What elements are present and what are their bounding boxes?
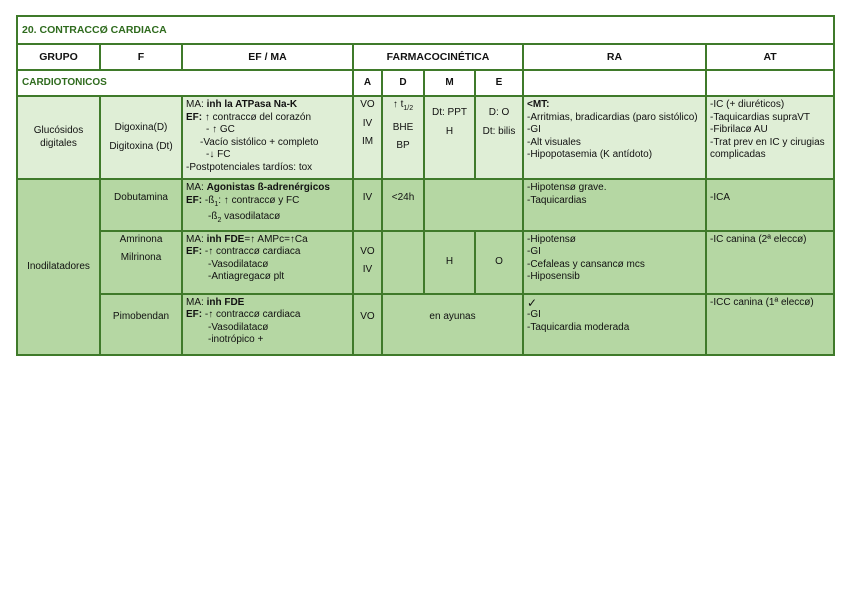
at-line: -ICC canina (1ª eleccø) — [710, 296, 814, 308]
ef-line — [186, 309, 349, 322]
ma-mechanism: Agonistas ß-adrenérgicos — [206, 182, 330, 193]
ef-text: -ß — [204, 194, 215, 206]
section-label: CARDIOTONICOS — [17, 70, 353, 96]
cell-ef-ma — [182, 96, 353, 179]
ef-line: -inotrópico + — [208, 334, 264, 345]
ma-text: =↑ AMPc=↑Ca — [244, 233, 308, 245]
cell-farmaco — [100, 96, 182, 179]
fasting-note: en ayunas — [429, 310, 476, 322]
cell-grupo — [17, 96, 100, 179]
header-at: AT — [706, 44, 834, 70]
header-farmacocinetica: FARMACOCINÉTICA — [353, 44, 523, 70]
ma-prefix: MA: — [186, 182, 207, 193]
cell-a — [353, 294, 382, 355]
cell-at — [706, 179, 834, 231]
ra-line: -Alt visuales — [527, 136, 581, 148]
ef-line: -Postpotenciales tardíos: tox — [186, 161, 313, 173]
ef-line — [186, 112, 349, 125]
route: IM — [361, 136, 374, 147]
title-row — [17, 16, 834, 44]
distribution: BHE — [392, 121, 414, 133]
cell-a — [353, 231, 382, 294]
section-row — [17, 70, 834, 96]
cell-e — [475, 96, 523, 179]
subheader-d: D — [382, 70, 424, 96]
ef-label: EF: — [186, 246, 205, 257]
ra-line: -Cefaleas y cansancø mcs — [527, 258, 645, 270]
drug-name: Milrinona — [120, 252, 162, 263]
ef-label: EF: — [186, 194, 205, 206]
at-line: -ICA — [710, 192, 730, 203]
half-life-sub: 1/2 — [403, 105, 414, 112]
ef-sub: 2 — [217, 217, 222, 224]
at-line: -Trat prev en IC y cirugias complicadas — [710, 136, 825, 160]
ef-line: -Vasodilatacø — [208, 321, 269, 333]
cell-e — [475, 231, 523, 294]
ef-label: EF: — [186, 309, 205, 320]
ra-line: -Hipopotasemia (K antídoto) — [527, 149, 653, 160]
route: VO — [360, 310, 375, 322]
cell-ef-ma — [182, 294, 353, 355]
drug-name: Digoxina(D) — [114, 122, 168, 133]
ra-line: -GI — [527, 124, 541, 135]
excretion: D: O — [488, 107, 510, 118]
at-line: -IC (+ diuréticos) — [710, 99, 785, 110]
half-life: ↑ t — [392, 99, 404, 110]
ma-line — [186, 99, 349, 112]
ef-label: EF: — [186, 111, 205, 123]
drug-name: Digitoxina (Dt) — [109, 140, 173, 152]
drug-name: Pimobendan — [112, 310, 170, 322]
ma-mechanism: inh FDE — [206, 233, 245, 245]
cell-at — [706, 96, 834, 179]
ef-sub: 1 — [214, 200, 219, 208]
cell-ra — [523, 231, 706, 294]
ef-line — [186, 195, 349, 212]
section-ra-empty — [523, 70, 706, 96]
grupo-label: Glucósidos digitales — [33, 125, 84, 149]
route: VO — [360, 245, 375, 257]
ef-line: -Vasodilatacø — [208, 258, 269, 270]
excretion: O — [495, 255, 503, 267]
cell-m-e-empty — [424, 179, 523, 231]
section-at-empty — [706, 70, 834, 96]
ef-line: -Vacío sistólico + completo — [200, 136, 319, 148]
route: IV — [362, 117, 373, 129]
header-grupo: GRUPO — [17, 44, 100, 70]
cell-farmaco — [100, 231, 182, 294]
ra-line: -GI — [527, 309, 541, 320]
cell-ra — [523, 179, 706, 231]
ef-line: -↓ FC — [206, 149, 231, 160]
ra-line: -Hiposensib — [527, 271, 580, 282]
cell-d — [382, 179, 424, 231]
ma-prefix: MA: — [186, 99, 207, 110]
route: IV — [362, 264, 373, 275]
grupo-label: Inodilatadores — [27, 260, 90, 272]
cell-at — [706, 294, 834, 355]
header-f: F — [100, 44, 182, 70]
ma-line — [186, 182, 349, 195]
ma-prefix: MA: — [186, 233, 207, 245]
ef-text: : ↑ contraccø y FC — [218, 194, 300, 206]
ef-text: -↑ contraccø cardiaca — [204, 309, 301, 320]
ma-line — [186, 234, 349, 247]
ma-prefix: MA: — [186, 296, 207, 308]
table-row — [17, 294, 834, 355]
ra-line: -Hipotensø — [527, 233, 576, 245]
table-title: 20. CONTRACCØ CARDIACA — [17, 16, 834, 44]
cell-ef-ma — [182, 179, 353, 231]
cell-ef-ma — [182, 231, 353, 294]
table-row — [17, 231, 834, 294]
cell-d-m-e — [382, 294, 523, 355]
ra-heading: <MT: — [527, 99, 550, 110]
ef-line — [186, 211, 349, 228]
ra-line: -Taquicardia moderada — [527, 321, 630, 333]
cell-grupo — [17, 179, 100, 355]
subheader-e: E — [475, 70, 523, 96]
at-line: -Taquicardias supraVT — [710, 111, 811, 123]
table-row — [17, 179, 834, 231]
cell-farmaco — [100, 179, 182, 231]
check-icon: ✓ — [527, 295, 538, 310]
pharmacology-sheet — [16, 15, 833, 356]
cell-d-empty — [382, 231, 424, 294]
at-line: -Fibrilacø AU — [710, 124, 768, 135]
table-row — [17, 96, 834, 179]
subheader-m: M — [424, 70, 475, 96]
route: IV — [362, 192, 373, 203]
distribution — [386, 99, 420, 116]
ra-line: -Taquicardias — [527, 194, 587, 206]
ma-mechanism: inh FDE — [206, 296, 245, 308]
metabolism: H — [445, 125, 454, 137]
cell-a — [353, 96, 382, 179]
cell-d — [382, 96, 424, 179]
ef-text: ↑ contraccø del corazón — [204, 111, 312, 123]
cell-at — [706, 231, 834, 294]
cell-ra — [523, 294, 706, 355]
ra-line: -Arritmias, bradicardias (paro sistólico) — [527, 111, 698, 123]
subheader-a: A — [353, 70, 382, 96]
cell-m — [424, 231, 475, 294]
excretion: Dt: bilis — [482, 125, 516, 137]
ra-line: -Hipotensø grave. — [527, 182, 607, 193]
cell-ra — [523, 96, 706, 179]
ra-line: -GI — [527, 246, 541, 257]
drug-name: Amrinona — [119, 233, 163, 245]
header-ra: RA — [523, 44, 706, 70]
ef-line — [186, 246, 349, 259]
ma-line — [186, 297, 349, 310]
ef-line: - ↑ GC — [206, 124, 235, 135]
metabolism: H — [445, 255, 454, 267]
route: VO — [360, 99, 375, 110]
drug-table — [16, 15, 835, 356]
cell-farmaco — [100, 294, 182, 355]
header-ef-ma: EF / MA — [182, 44, 353, 70]
ef-line: -Antiagregacø plt — [208, 271, 285, 282]
ef-text: vasodilatacø — [221, 211, 281, 222]
metabolism: Dt: PPT — [431, 107, 467, 118]
ef-text: -ß — [208, 211, 218, 222]
header-row — [17, 44, 834, 70]
at-line: -IC canina (2ª eleccø) — [710, 233, 807, 245]
ma-mechanism: inh la ATPasa Na-K — [206, 99, 298, 110]
distribution: <24h — [391, 192, 415, 203]
cell-m — [424, 96, 475, 179]
ef-text: -↑ contraccø cardiaca — [204, 246, 301, 257]
distribution: BP — [396, 140, 410, 151]
drug-name: Dobutamina — [114, 192, 168, 203]
cell-a — [353, 179, 382, 231]
